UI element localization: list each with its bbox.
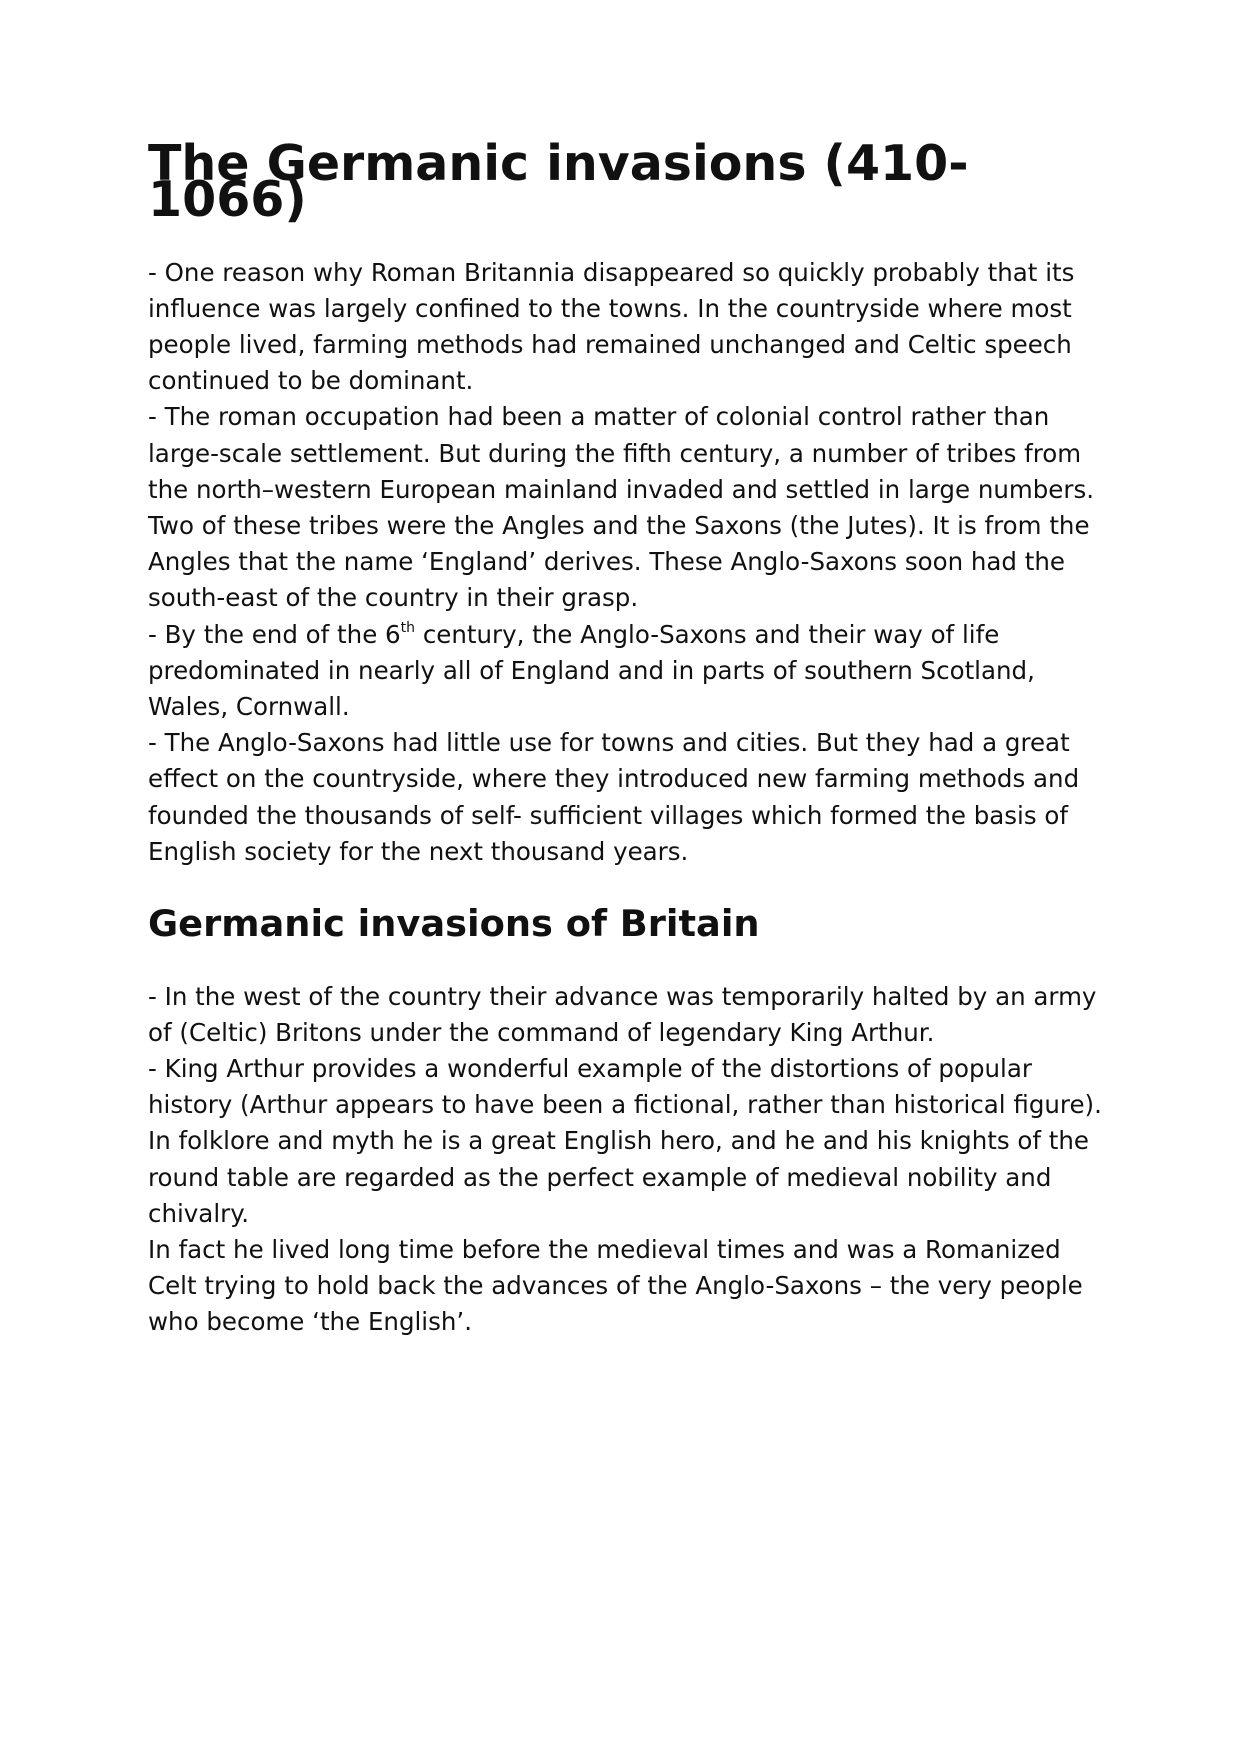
- paragraph: - King Arthur provides a wonderful example of the distortions of popular history (Arthur appears to have been a fictional, rather than historical figure). In folklore and myth he is a great English hero, and he and his knights of the round table are regarded as the perfect example of medieval nobility and chivalry.: [148, 1054, 1102, 1228]
- paragraph-text-before: - By the end of the 6: [148, 619, 401, 649]
- paragraph-with-superscript: [148, 617, 1108, 726]
- document-page: [148, 135, 1108, 1341]
- paragraph: - In the west of the country their advance was temporarily halted by an army of (Celtic) Britons under the command of legendary King Arthur.: [148, 981, 1097, 1047]
- ordinal-superscript: th: [400, 620, 416, 637]
- spacer: [148, 870, 1108, 906]
- spacer: [148, 942, 1108, 978]
- paragraph: - The roman occupation had been a matter of colonial control rather than large-scale settlement. But during the fifth century, a number of tribes from the north–western European mainland invaded and settled in large numbers. Two of these tribes were the Angles and the Saxons (the Jutes). It is from the Angles that the name ‘England’ derives. These Anglo-Saxons soon had the south-east of the country in their grasp.: [148, 402, 1095, 613]
- paragraph: - The Anglo-Saxons had little use for towns and cities. But they had a great effect on the countryside, where they introduced new farming methods and founded the thousands of self- sufficient villages which formed the basis of English society for the next thousand years.: [148, 728, 1080, 866]
- section-heading-germanic-invasions: The Germanic invasions (410-1066): [148, 135, 969, 229]
- section-heading-invasions-of-britain: Germanic invasions of Britain: [148, 902, 760, 946]
- paragraph: - One reason why Roman Britannia disappeared so quickly probably that its influence was largely confined to the towns. In the countryside where most people lived, farming methods had remained unchanged and Celtic speech continued to be dominant.: [148, 257, 1075, 396]
- paragraph-text-after: century, the Anglo-Saxons and their way of life predominated in nearly all of England and in parts of southern Scotland, Wales, Cornwall.: [148, 619, 1035, 722]
- paragraph: In fact he lived long time before the medieval times and was a Romanized Celt trying to hold back the advances of the Anglo-Saxons – the very people who become ‘the English’.: [148, 1235, 1083, 1337]
